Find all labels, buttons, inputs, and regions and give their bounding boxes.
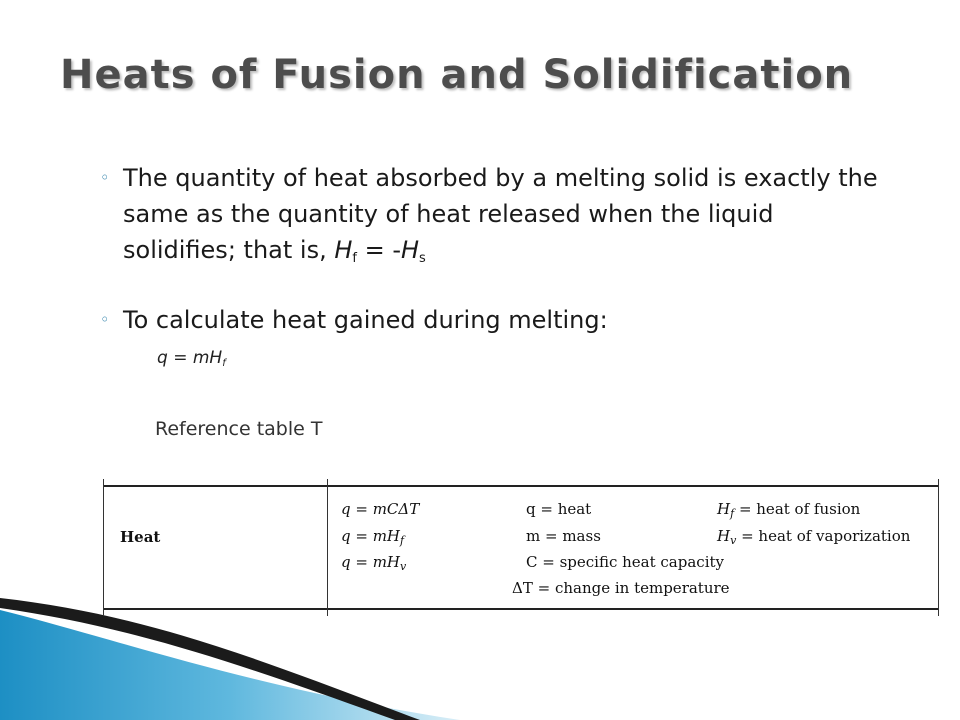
legend-item: C = specific heat capacity bbox=[526, 553, 724, 571]
legend-text: = heat of fusion bbox=[734, 500, 861, 518]
table-row-label: Heat bbox=[120, 528, 161, 546]
eq-subscript-s: s bbox=[419, 251, 426, 266]
legend-item bbox=[717, 500, 860, 520]
legend-item: m = mass bbox=[526, 527, 601, 545]
bullet-text bbox=[123, 160, 890, 277]
eq-subscript-f: f bbox=[352, 251, 357, 266]
fusion-formula bbox=[157, 348, 226, 369]
bullet-heat-equality bbox=[100, 160, 890, 277]
equation-main: q = mH bbox=[341, 553, 401, 571]
legend-item: q = heat bbox=[526, 500, 592, 518]
formula-subscript: f bbox=[222, 358, 226, 369]
reference-label: Reference table T bbox=[155, 418, 323, 440]
page-title: Heats of Fusion and Solidification bbox=[60, 52, 854, 98]
legend-symbol: H bbox=[717, 500, 731, 518]
eq-operator: = - bbox=[356, 236, 401, 264]
swoosh-blue-band bbox=[0, 610, 460, 720]
bullet-calculate-heat bbox=[100, 302, 890, 338]
table-equation bbox=[341, 527, 404, 547]
swoosh-dark-band bbox=[0, 598, 420, 720]
eq-h-symbol: H bbox=[400, 236, 420, 264]
formula-main: q = mH bbox=[157, 348, 223, 368]
legend-subscript: f bbox=[730, 507, 735, 520]
legend-item bbox=[717, 527, 910, 547]
equation-subscript: f bbox=[400, 534, 405, 547]
bullet-text: To calculate heat gained during melting: bbox=[123, 306, 608, 334]
legend-subscript: v bbox=[730, 534, 737, 547]
equation-main: q = mH bbox=[341, 527, 401, 545]
table-equation bbox=[341, 553, 406, 573]
table-border-left bbox=[103, 479, 104, 616]
bullet-marker-icon: ◦ bbox=[100, 310, 110, 329]
bullet-marker-icon: ◦ bbox=[100, 168, 110, 187]
legend-text: = heat of vaporization bbox=[736, 527, 911, 545]
equation-main: q = mCΔT bbox=[341, 500, 420, 518]
reference-table bbox=[103, 485, 939, 610]
table-equation bbox=[341, 500, 419, 518]
equation-subscript: v bbox=[400, 560, 407, 573]
table-border-right bbox=[938, 479, 939, 616]
eq-h-symbol: H bbox=[334, 236, 353, 264]
bullet-body: The quantity of heat absorbed by a melting solid is exactly the same as the quantity of heat released when the liquid solidifies; that is, bbox=[123, 164, 878, 264]
table-divider bbox=[327, 479, 328, 616]
legend-symbol: H bbox=[717, 527, 731, 545]
legend-item: ΔT = change in temperature bbox=[512, 579, 730, 597]
